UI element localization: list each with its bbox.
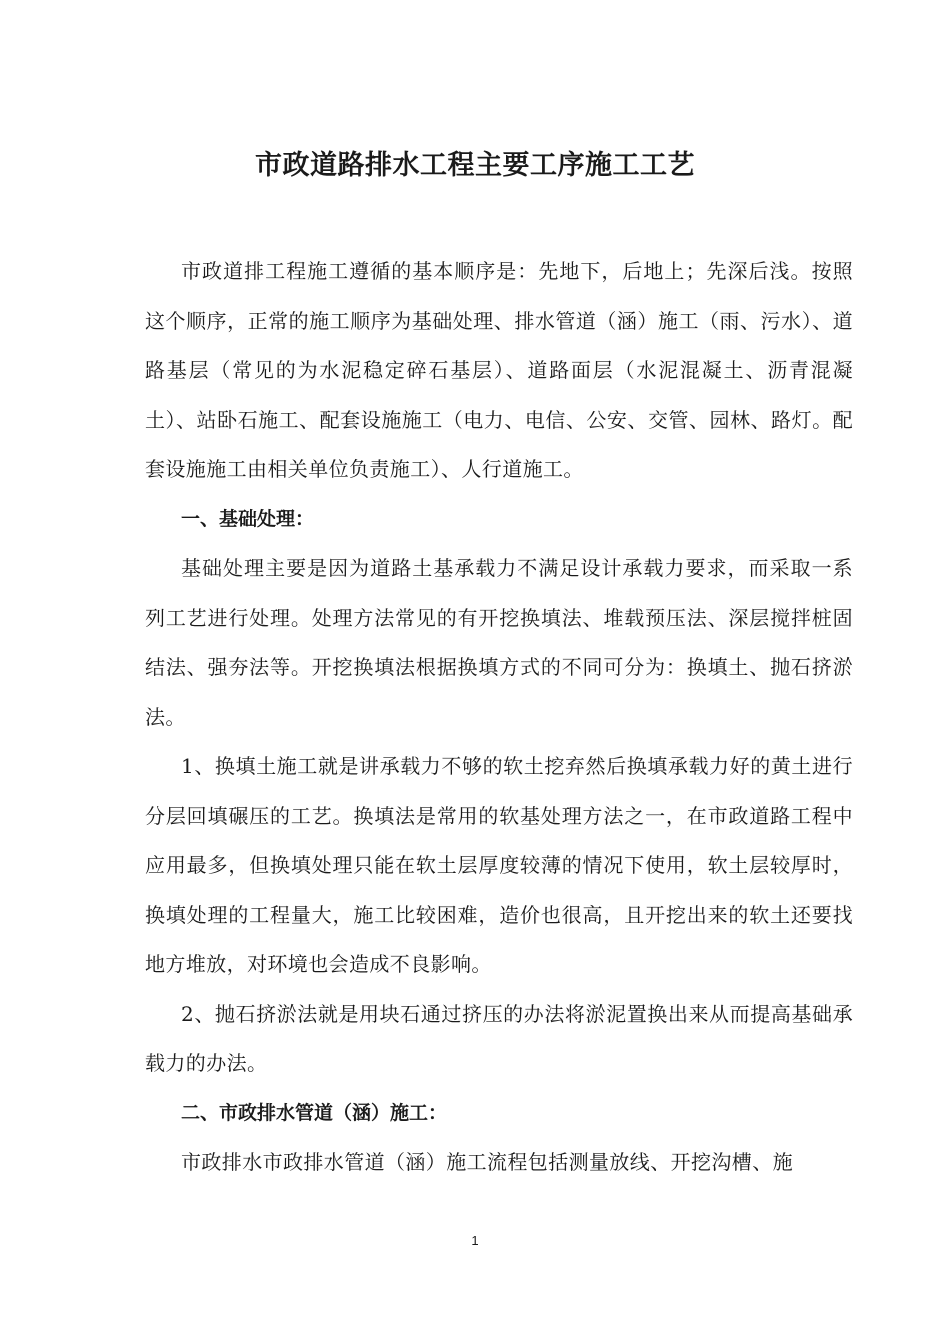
- foundation-paragraph: 基础处理主要是因为道路土基承载力不满足设计承载力要求，而采取一系列工艺进行处理。处理方法常见的有开挖换填法、堆载预压法、深层搅拌桩固结法、强夯法等。开挖换填法根据换填方式的不同可分为：换填土、抛石挤淤法。: [145, 556, 853, 729]
- riprap-paragraph: 2、抛石挤淤法就是用块石通过挤压的办法将淤泥置换出来从而提高基础承载力的办法。: [145, 1001, 853, 1075]
- soil-replacement-paragraph: 1、换填土施工就是讲承载力不够的软土挖弃然后换填承载力好的黄土进行分层回填碾压的工艺。换填法是常用的软基处理方法之一，在市政道路工程中应用最多，但换填处理只能在软土层厚度较薄的情况下使用，软土层较厚时，换填处理的工程量大，施工比较困难，造价也很高，且开挖出来的软土还要找地方堆放，对环境也会造成不良影响。: [145, 754, 853, 976]
- page-number: 1: [471, 1233, 479, 1248]
- section-heading-drainage: 二、市政排水管道（涵）施工：: [181, 1101, 448, 1124]
- drainage-paragraph: 市政排水市政排水管道（涵）施工流程包括测量放线、开挖沟槽、施: [181, 1150, 793, 1174]
- document-body: [145, 247, 853, 1188]
- section-heading-foundation: 一、基础处理：: [181, 507, 315, 530]
- document-title: 市政道路排水工程主要工序施工工艺: [255, 150, 695, 181]
- intro-paragraph: 市政道排工程施工遵循的基本顺序是：先地下，后地上；先深后浅。按照这个顺序，正常的施工顺序为基础处理、排水管道（涵）施工（雨、污水）、道路基层（常见的为水泥稳定碎石基层）、道路面层（水泥混凝土、沥青混凝土）、站卧石施工、配套设施施工（电力、电信、公安、交管、园林、路灯。配套设施施工由相关单位负责施工）、人行道施工。: [145, 259, 853, 481]
